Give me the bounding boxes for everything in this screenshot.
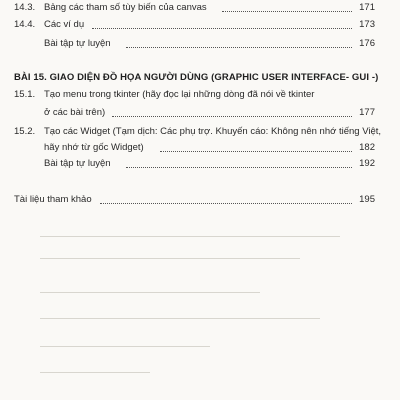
bleed-through-line — [40, 258, 300, 259]
section-title: Bài tập tự luyện — [44, 158, 111, 169]
toc-entry-exercises-14 — [0, 38, 400, 52]
page-number: 176 — [359, 38, 375, 49]
page-number: 195 — [359, 194, 375, 205]
section-title: Bảng các tham số tùy biến của canvas — [44, 2, 207, 13]
toc-entry-references — [0, 194, 400, 208]
toc-entry-15-2 — [0, 126, 400, 160]
bleed-through-line — [40, 372, 150, 373]
page-number: 173 — [359, 19, 375, 30]
bleed-through-line — [40, 346, 210, 347]
section-number: 15.1. — [14, 89, 36, 100]
page-number: 182 — [359, 142, 375, 153]
dot-leader — [92, 28, 352, 29]
section-title: Bài tập tự luyện — [44, 38, 111, 49]
dot-leader — [222, 11, 352, 12]
toc-entry-15-1 — [0, 89, 400, 123]
section-title: Các ví dụ — [44, 19, 85, 30]
toc-entry-exercises-15 — [0, 158, 400, 172]
section-number: 14.3. — [14, 2, 36, 13]
chapter-heading: BÀI 15. GIAO DIỆN ĐỒ HỌA NGƯỜI DÙNG (GRAPHIC USER INTERFACE- GUI -) — [14, 72, 379, 83]
toc-entry-14-3 — [0, 2, 400, 16]
section-number: 14.4. — [14, 19, 36, 30]
dot-leader — [100, 203, 352, 204]
section-title: Tài liệu tham khảo — [14, 194, 92, 205]
page-number: 192 — [359, 158, 375, 169]
bleed-through-line — [40, 236, 340, 237]
page-number: 177 — [359, 107, 375, 118]
dot-leader — [126, 47, 352, 48]
dot-leader — [112, 116, 352, 117]
page-number: 171 — [359, 2, 375, 13]
dot-leader — [126, 167, 352, 168]
bleed-through-line — [40, 292, 260, 293]
toc-entry-14-4 — [0, 19, 400, 33]
dot-leader — [160, 151, 352, 152]
section-number: 15.2. — [14, 126, 36, 137]
section-title-line2: ở các bài trên) — [44, 107, 106, 118]
bleed-through-line — [40, 318, 320, 319]
section-title-line1: Tạo menu trong tkinter (hãy đọc lại những dòng đã nói về tkinter — [44, 89, 315, 100]
section-title-line1: Tạo các Widget (Tạm dịch: Các phụ trợ. Khuyến cáo: Không nên nhớ tiếng Việt, — [44, 126, 382, 137]
section-title-line2: hãy nhớ từ gốc Widget) — [44, 142, 144, 153]
